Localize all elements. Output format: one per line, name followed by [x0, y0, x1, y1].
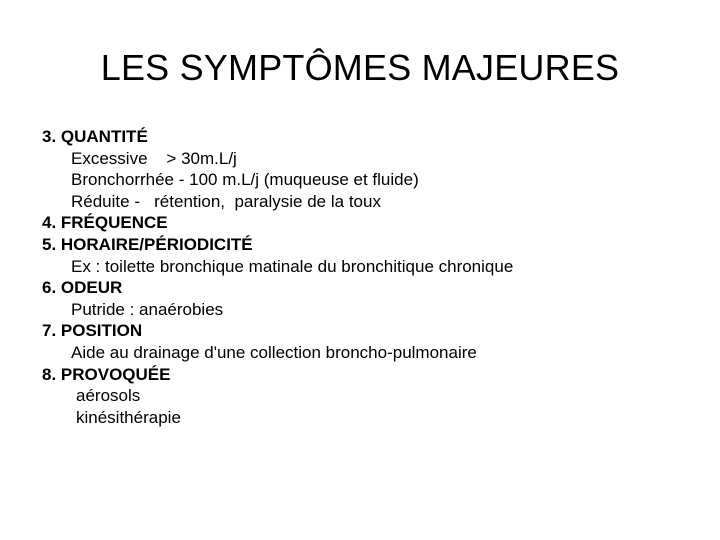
- provoquee-line-kinesitherapie: kinésithérapie: [76, 407, 181, 427]
- position-line-drainage: Aide au drainage d'une collection broncho-pulmonaire: [71, 342, 477, 362]
- symptom-list: [42, 126, 702, 428]
- section-heading-position: 7. POSITION: [42, 321, 143, 341]
- section-heading-provoquee: 8. PROVOQUÉE: [42, 364, 171, 384]
- section-heading-odeur: 6. ODEUR: [42, 278, 123, 298]
- provoquee-line-aerosols: aérosols: [76, 386, 141, 406]
- slide-title: LES SYMPTÔMES MAJEURES: [100, 47, 620, 88]
- quantite-line-bronchorrhee: Bronchorrhée - 100 m.L/j (muqueuse et fluide): [71, 170, 419, 190]
- quantite-line-excessive: Excessive > 30m.L/j: [71, 148, 237, 168]
- section-heading-quantite: 3. QUANTITÉ: [42, 127, 148, 146]
- quantite-line-reduite: Réduite - rétention, paralysie de la toux: [71, 191, 381, 211]
- odeur-line-putride: Putride : anaérobies: [71, 299, 224, 319]
- horaire-line-example: Ex : toilette bronchique matinale du bronchitique chronique: [71, 256, 514, 276]
- section-heading-frequence: 4. FRÉQUENCE: [42, 213, 168, 233]
- section-heading-horaire: 5. HORAIRE/PÉRIODICITÉ: [42, 234, 253, 254]
